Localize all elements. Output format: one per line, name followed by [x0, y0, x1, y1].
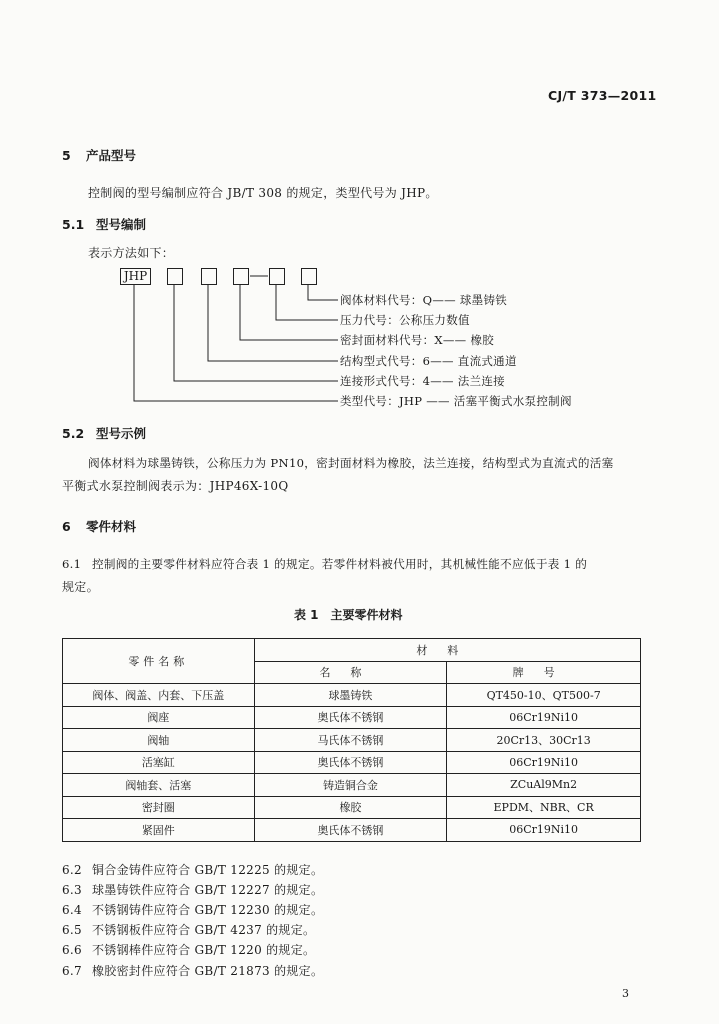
clause-text: 橡胶密封件应符合 GB/T 21873 的规定。 [92, 964, 324, 978]
label-type-code: 类型代号：JHP —— 活塞平衡式水泵控制阀 [340, 394, 572, 408]
cell-material-grade: 06Cr19Ni10 [447, 819, 641, 842]
clause-text: 控制阀的主要零件材料应符合表 1 的规定。若零件材料被代用时，其机械性能不应低于表 1 的 [92, 557, 588, 571]
clause-text: 不锈钢板件应符合 GB/T 4237 的规定。 [92, 923, 316, 937]
header-material: 材料 [254, 639, 640, 662]
table-row [63, 751, 641, 774]
table-1-caption: 表 1 主要零件材料 [294, 608, 403, 622]
section-6-heading [62, 517, 136, 535]
cell-material-name: 奥氏体不锈钢 [254, 819, 447, 842]
cell-material-grade: QT450-10、QT500-7 [447, 684, 641, 707]
section-number: 6 [62, 519, 71, 534]
table-row [63, 819, 641, 842]
clause-number: 6.1 [62, 557, 82, 571]
cell-material-grade: 06Cr19Ni10 [447, 751, 641, 774]
clause-6-3 [62, 881, 323, 898]
clause-number: 6.5 [62, 923, 82, 937]
clause-6-1-line-2: 规定。 [62, 580, 99, 594]
code-box-jhp: JHP [120, 268, 151, 285]
clause-text: 不锈钢棒件应符合 GB/T 1220 的规定。 [92, 943, 316, 957]
example-line-1: 阀体材料为球墨铸铁，公称压力为 PN10，密封面材料为橡胶，法兰连接，结构型式为直流式的活塞 [88, 456, 614, 470]
table-row [63, 774, 641, 797]
cell-part: 阀座 [63, 706, 255, 729]
section-number: 5.2 [62, 426, 85, 441]
section-title: 零件材料 [86, 519, 137, 534]
section-title: 型号示例 [96, 426, 147, 441]
label-connection-code: 连接形式代号：4—— 法兰连接 [340, 374, 505, 388]
label-seal-material-code: 密封面材料代号：X—— 橡胶 [340, 333, 495, 347]
section-title: 产品型号 [86, 148, 137, 163]
clause-text: 不锈钢铸件应符合 GB/T 12230 的规定。 [92, 903, 324, 917]
label-structure-code: 结构型式代号：6—— 直流式通道 [340, 354, 517, 368]
clause-text: 球墨铸铁件应符合 GB/T 12227 的规定。 [92, 883, 324, 897]
table-row [63, 706, 641, 729]
clause-number: 6.3 [62, 883, 82, 897]
table-row [63, 684, 641, 707]
standard-code: CJ/T 373—2011 [548, 88, 657, 103]
cell-material-name: 马氏体不锈钢 [254, 729, 447, 752]
clause-6-1-line-1 [62, 556, 587, 572]
clause-6-5 [62, 921, 315, 938]
clause-number: 6.2 [62, 863, 82, 877]
table-row [63, 729, 641, 752]
cell-part: 阀体、阀盖、内套、下压盖 [63, 684, 255, 707]
header-part-name: 零件名称 [63, 639, 255, 684]
clause-6-6 [62, 941, 315, 958]
table-row [63, 796, 641, 819]
section-5-paragraph: 控制阀的型号编制应符合 JB/T 308 的规定，类型代号为 JHP。 [88, 186, 438, 200]
cell-part: 密封圈 [63, 796, 255, 819]
cell-part: 阀轴 [63, 729, 255, 752]
cell-material-name: 球墨铸铁 [254, 684, 447, 707]
clause-6-2 [62, 861, 323, 878]
clause-number: 6.4 [62, 903, 82, 917]
header-material-name: 名称 [254, 661, 447, 684]
clause-6-4 [62, 901, 323, 918]
cell-material-name: 奥氏体不锈钢 [254, 706, 447, 729]
cell-material-grade: 06Cr19Ni10 [447, 706, 641, 729]
label-body-material-code: 阀体材料代号：Q—— 球墨铸铁 [340, 293, 508, 307]
section-title: 型号编制 [96, 217, 147, 232]
cell-material-name: 橡胶 [254, 796, 447, 819]
cell-material-grade: 20Cr13、30Cr13 [447, 729, 641, 752]
cell-material-name: 奥氏体不锈钢 [254, 751, 447, 774]
main-parts-material-table [62, 638, 641, 842]
clause-number: 6.7 [62, 964, 82, 978]
section-5-2-heading [62, 424, 146, 442]
label-pressure-code: 压力代号：公称压力数值 [340, 313, 470, 327]
clause-text: 铜合金铸件应符合 GB/T 12225 的规定。 [92, 863, 324, 877]
cell-part: 紧固件 [63, 819, 255, 842]
cell-material-grade: EPDM、NBR、CR [447, 796, 641, 819]
cell-material-grade: ZCuAl9Mn2 [447, 774, 641, 797]
cell-material-name: 铸造铜合金 [254, 774, 447, 797]
clause-6-7 [62, 962, 323, 979]
cell-part: 活塞缸 [63, 751, 255, 774]
section-number: 5.1 [62, 217, 85, 232]
representation-intro: 表示方法如下： [88, 246, 175, 260]
section-number: 5 [62, 148, 71, 163]
cell-part: 阀轴套、活塞 [63, 774, 255, 797]
clause-number: 6.6 [62, 943, 82, 957]
page-number: 3 [622, 987, 629, 1000]
header-material-grade: 牌号 [447, 661, 641, 684]
example-line-2: 平衡式水泵控制阀表示为：JHP46X-10Q [62, 479, 289, 493]
